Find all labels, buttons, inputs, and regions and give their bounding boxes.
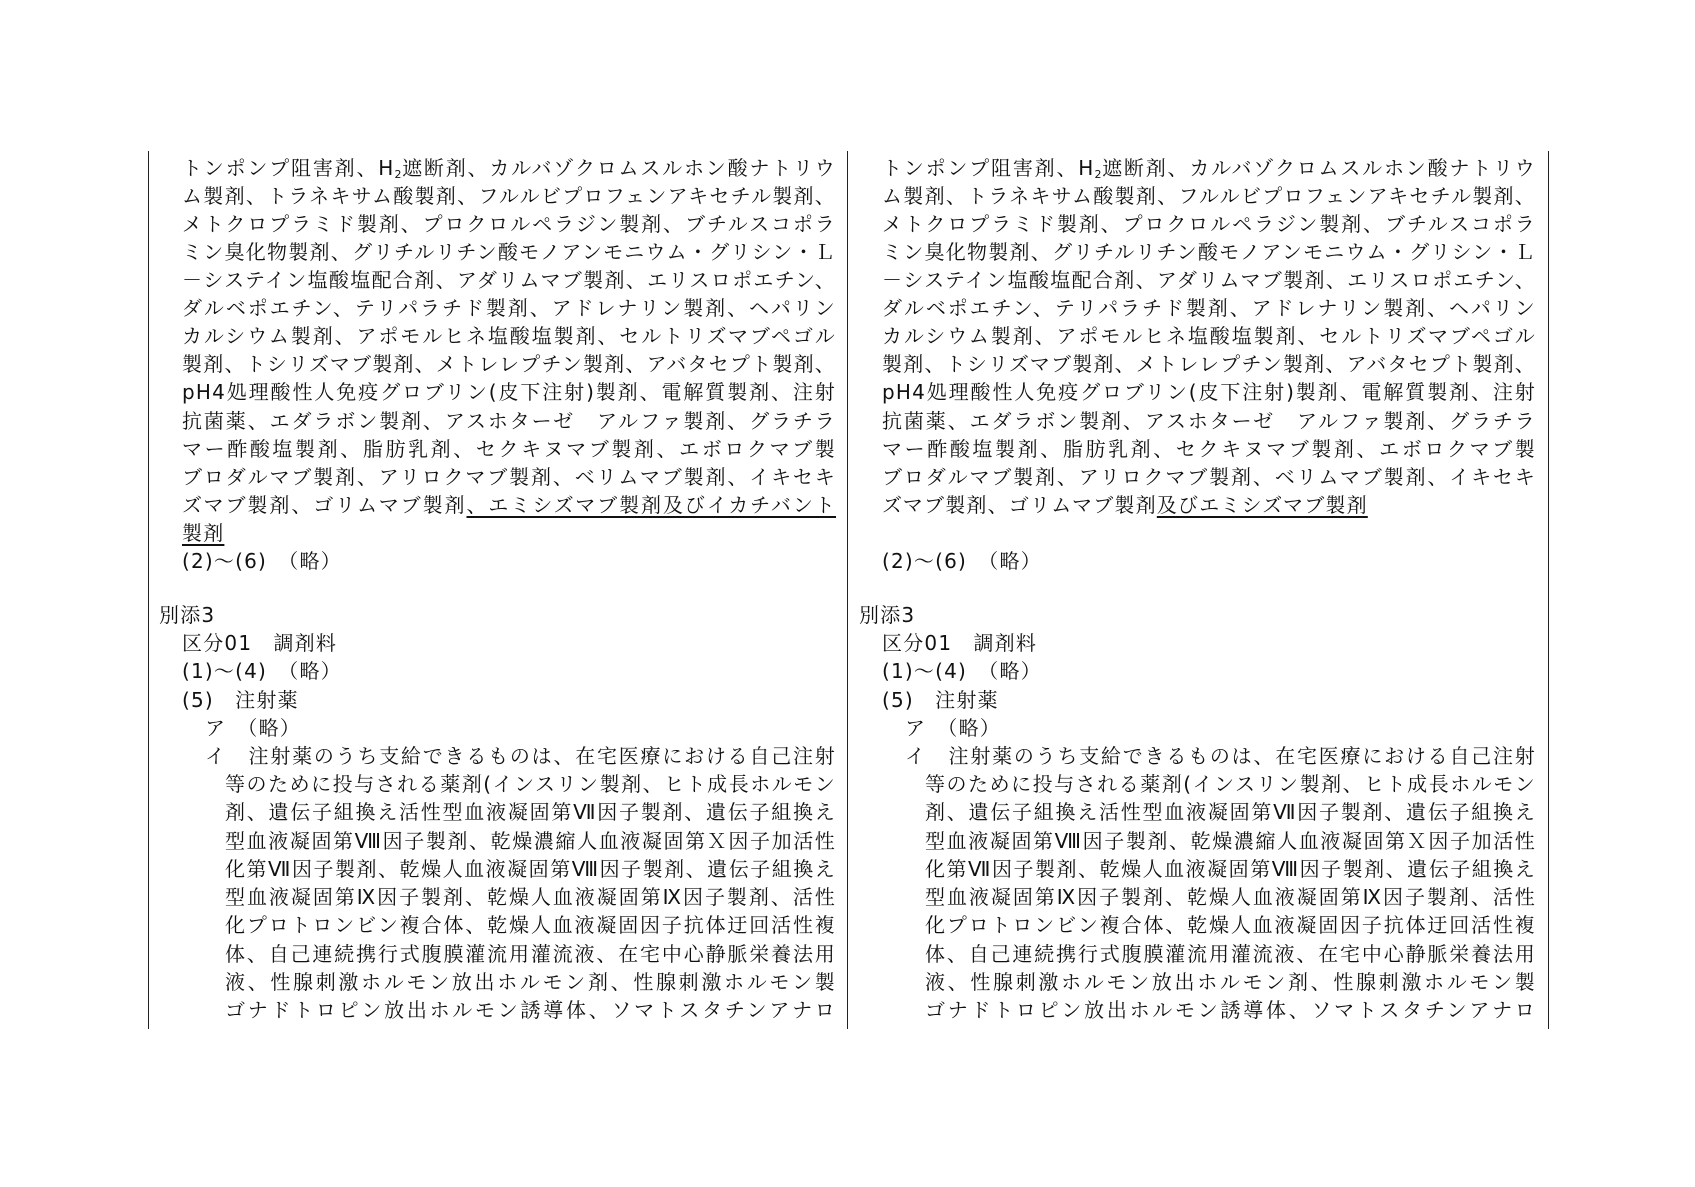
text-segment: pH4処理酸性人免疫グロブリン(皮下注射)製剤、電解質製剤、注射 bbox=[882, 380, 1536, 405]
subscript: 2 bbox=[394, 167, 402, 181]
text-segment: 遮断剤、カルバゾクロムスルホン酸ナトリウ bbox=[1101, 155, 1536, 180]
body-line bbox=[882, 182, 1536, 210]
text-segment: マー酢酸塩製剤、脂肪乳剤、セクキヌマブ製剤、エボロクマブ製 bbox=[182, 436, 836, 461]
body-line bbox=[882, 238, 1536, 266]
text-segment: トンポンプ阻害剤、H bbox=[882, 155, 1095, 180]
section-line: 化第Ⅶ因子製剤、乾燥人血液凝固第Ⅷ因子製剤、遺伝子組換え bbox=[225, 856, 836, 881]
annex-heading: 別添3 bbox=[159, 603, 216, 627]
text-segment: ブロダルマブ製剤、アリロクマブ製剤、ベリムマブ製剤、イキセキ bbox=[882, 464, 1536, 489]
section-line: 化プロトロンビン複合体、乾燥人血液凝固因子抗体迂回活性複 bbox=[925, 913, 1536, 938]
text-segment: トンポンプ阻害剤、H bbox=[182, 155, 395, 180]
section-line: (5) 注射薬 bbox=[182, 687, 299, 712]
text-segment: ブロダルマブ製剤、アリロクマブ製剤、ベリムマブ製剤、イキセキ bbox=[182, 464, 836, 489]
body-line bbox=[882, 154, 1536, 182]
section-line: 化プロトロンビン複合体、乾燥人血液凝固因子抗体迂回活性複 bbox=[225, 913, 836, 938]
text-segment: ダルベポエチン、テリパラチド製剤、アドレナリン製剤、ヘパリン bbox=[182, 296, 836, 321]
text-segment: カルシウム製剤、アポモルヒネ塩酸塩製剤、セルトリズマブペゴル bbox=[882, 324, 1536, 349]
text-segment: 抗菌薬、エダラボン製剤、アスホターゼ アルファ製剤、グラチラ bbox=[182, 408, 836, 433]
section-line: 型血液凝固第Ⅸ因子製剤、乾燥人血液凝固第Ⅸ因子製剤、活性 bbox=[925, 885, 1536, 910]
text-segment: 抗菌薬、エダラボン製剤、アスホターゼ アルファ製剤、グラチラ bbox=[882, 408, 1536, 433]
body-line bbox=[882, 350, 1536, 378]
section-line: 型血液凝固第Ⅸ因子製剤、乾燥人血液凝固第Ⅸ因子製剤、活性 bbox=[225, 885, 836, 910]
body-line bbox=[882, 435, 1536, 463]
section-line: 化第Ⅶ因子製剤、乾燥人血液凝固第Ⅷ因子製剤、遺伝子組換え bbox=[925, 856, 1536, 881]
section-line: 等のために投与される薬剤(インスリン製剤、ヒト成長ホルモン bbox=[925, 772, 1536, 797]
annex-heading: 別添3 bbox=[859, 603, 916, 627]
body-line bbox=[882, 407, 1536, 435]
section-line: (1)～(4) （略） bbox=[182, 659, 342, 684]
text-segment: カルシウム製剤、アポモルヒネ塩酸塩製剤、セルトリズマブペゴル bbox=[182, 324, 836, 349]
section-line: 型血液凝固第Ⅷ因子製剤、乾燥濃縮人血液凝固第Ｘ因子加活性 bbox=[925, 828, 1536, 853]
text-segment: 製剤、トシリズマブ製剤、メトレレプチン製剤、アバタセプト製剤、 bbox=[182, 352, 836, 377]
amended-text: 及びエミシズマブ製剤 bbox=[1156, 492, 1368, 517]
section-line: (5) 注射薬 bbox=[882, 687, 999, 712]
omitted-items: (2)～(6) （略） bbox=[182, 549, 342, 573]
text-segment: マー酢酸塩製剤、脂肪乳剤、セクキヌマブ製剤、エボロクマブ製 bbox=[882, 436, 1536, 461]
text-segment: ズマブ製剤、ゴリムマブ製剤 bbox=[882, 492, 1157, 517]
section-line: 等のために投与される薬剤(インスリン製剤、ヒト成長ホルモン bbox=[225, 772, 836, 797]
text-segment: メトクロプラミド製剤、プロクロルペラジン製剤、ブチルスコポラ bbox=[882, 211, 1536, 236]
text-segment: ズマブ製剤、ゴリムマブ製剤 bbox=[182, 492, 467, 517]
section-line: 液、性腺刺激ホルモン放出ホルモン剤、性腺刺激ホルモン製 bbox=[925, 969, 1536, 994]
section-line: 体、自己連続携行式腹膜灌流用灌流液、在宅中心静脈栄養法用 bbox=[925, 941, 1536, 966]
text-segment: pH4処理酸性人免疫グロブリン(皮下注射)製剤、電解質製剤、注射 bbox=[182, 380, 836, 405]
amended-text: 、エミシズマブ製剤及びイカチバント bbox=[466, 492, 836, 517]
body-line bbox=[882, 491, 1368, 519]
section-line: ア （略） bbox=[205, 715, 301, 740]
text-segment: 遮断剤、カルバゾクロムスルホン酸ナトリウ bbox=[401, 155, 836, 180]
section-line: 剤、遺伝子組換え活性型血液凝固第Ⅶ因子製剤、遺伝子組換え bbox=[925, 800, 1536, 825]
text-segment: ム製剤、トラネキサム酸製剤、フルルビプロフェンアキセチル製剤、 bbox=[882, 183, 1536, 208]
section-line: イ 注射薬のうち支給できるものは、在宅医療における自己注射 bbox=[205, 744, 836, 769]
section-line: 区分01 調剤料 bbox=[182, 631, 338, 656]
omitted-items: (2)～(6) （略） bbox=[882, 549, 1042, 573]
section-line: 体、自己連続携行式腹膜灌流用灌流液、在宅中心静脈栄養法用 bbox=[225, 941, 836, 966]
text-segment: ミン臭化物製剤、グリチルリチン酸モノアンモニウム・グリシン・Ｌ bbox=[182, 239, 836, 264]
section-line: ゴナドトロピン放出ホルモン誘導体、ソマトスタチンアナロ bbox=[225, 997, 836, 1022]
body-line bbox=[882, 210, 1536, 238]
text-segment: 製剤、トシリズマブ製剤、メトレレプチン製剤、アバタセプト製剤、 bbox=[882, 352, 1536, 377]
body-line bbox=[882, 322, 1536, 350]
section-line: ア （略） bbox=[905, 715, 1001, 740]
text-segment: －システイン塩酸塩配合剤、アダリムマブ製剤、エリスロポエチン、 bbox=[182, 268, 836, 292]
section-line: ゴナドトロピン放出ホルモン誘導体、ソマトスタチンアナロ bbox=[925, 997, 1536, 1022]
text-segment: ミン臭化物製剤、グリチルリチン酸モノアンモニウム・グリシン・Ｌ bbox=[882, 239, 1536, 264]
body-line bbox=[882, 378, 1536, 406]
amended-text: 製剤 bbox=[182, 520, 225, 545]
section-line: 剤、遺伝子組換え活性型血液凝固第Ⅶ因子製剤、遺伝子組換え bbox=[225, 800, 836, 825]
section-line: イ 注射薬のうち支給できるものは、在宅医療における自己注射 bbox=[905, 744, 1536, 769]
section-line: 区分01 調剤料 bbox=[882, 631, 1038, 656]
section-line: 型血液凝固第Ⅷ因子製剤、乾燥濃縮人血液凝固第Ｘ因子加活性 bbox=[225, 828, 836, 853]
text-segment: メトクロプラミド製剤、プロクロルペラジン製剤、ブチルスコポラ bbox=[182, 211, 836, 236]
subscript: 2 bbox=[1094, 167, 1102, 181]
text-segment: －システイン塩酸塩配合剤、アダリムマブ製剤、エリスロポエチン、 bbox=[882, 268, 1536, 292]
text-segment: ム製剤、トラネキサム酸製剤、フルルビプロフェンアキセチル製剤、 bbox=[182, 183, 836, 208]
body-line bbox=[882, 266, 1536, 294]
body-line bbox=[882, 294, 1536, 322]
section-line: 液、性腺刺激ホルモン放出ホルモン剤、性腺刺激ホルモン製 bbox=[225, 969, 836, 994]
body-line bbox=[882, 463, 1536, 491]
text-segment: ダルベポエチン、テリパラチド製剤、アドレナリン製剤、ヘパリン bbox=[882, 296, 1536, 321]
section-line: (1)～(4) （略） bbox=[882, 659, 1042, 684]
